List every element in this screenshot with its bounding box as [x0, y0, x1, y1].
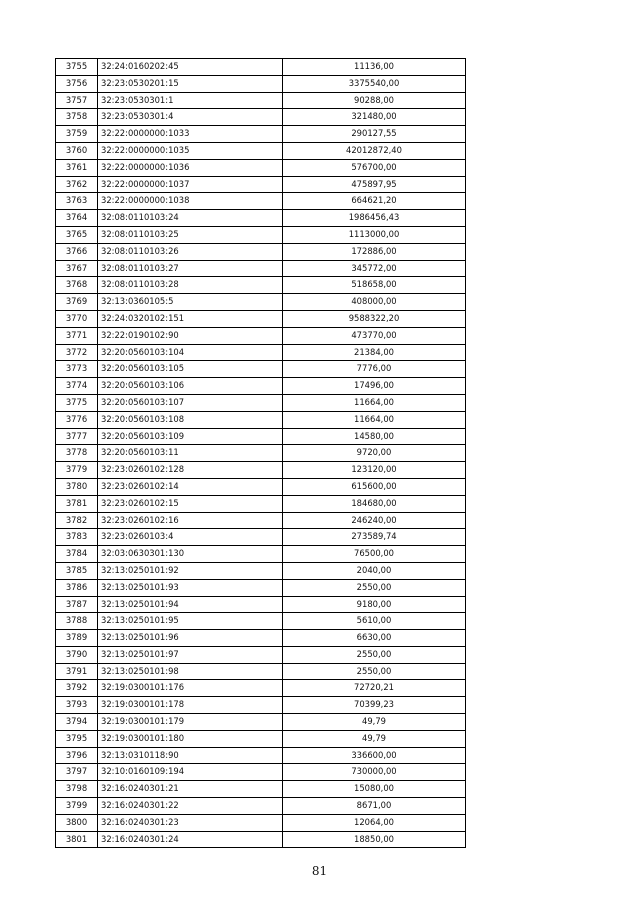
table-row: [56, 613, 466, 630]
row-number-cell: 3772: [56, 344, 98, 361]
row-number-cell: 3797: [56, 764, 98, 781]
row-number-cell: 3760: [56, 142, 98, 159]
value-cell: 18850,00: [283, 831, 466, 848]
table-row: [56, 445, 466, 462]
cadastre-value-table: [55, 58, 466, 848]
table-row: [56, 831, 466, 848]
cadastral-number-cell: 32:19:0300101:180: [98, 730, 283, 747]
value-cell: 123120,00: [283, 462, 466, 479]
table-row: [56, 277, 466, 294]
value-cell: 9720,00: [283, 445, 466, 462]
row-number-cell: 3789: [56, 630, 98, 647]
cadastral-number-cell: 32:13:0360105:5: [98, 294, 283, 311]
row-number-cell: 3786: [56, 579, 98, 596]
value-cell: 49,79: [283, 714, 466, 731]
cadastral-number-cell: 32:24:0320102:151: [98, 310, 283, 327]
cadastral-number-cell: 32:13:0310118:90: [98, 747, 283, 764]
row-number-cell: 3761: [56, 159, 98, 176]
cadastral-number-cell: 32:13:0250101:93: [98, 579, 283, 596]
page-number: 81: [311, 864, 328, 878]
table-row: [56, 361, 466, 378]
table-body: [56, 59, 466, 848]
table-row: [56, 327, 466, 344]
cadastral-number-cell: 32:22:0000000:1038: [98, 193, 283, 210]
value-cell: 9588322,20: [283, 310, 466, 327]
table-row: [56, 462, 466, 479]
value-cell: 336600,00: [283, 747, 466, 764]
cadastral-number-cell: 32:08:0110103:25: [98, 226, 283, 243]
row-number-cell: 3785: [56, 562, 98, 579]
row-number-cell: 3777: [56, 428, 98, 445]
value-cell: 11664,00: [283, 411, 466, 428]
cadastral-number-cell: 32:13:0250101:98: [98, 663, 283, 680]
value-cell: 5610,00: [283, 613, 466, 630]
row-number-cell: 3783: [56, 529, 98, 546]
value-cell: 6630,00: [283, 630, 466, 647]
row-number-cell: 3775: [56, 394, 98, 411]
value-cell: 76500,00: [283, 546, 466, 563]
cadastral-number-cell: 32:10:0160109:194: [98, 764, 283, 781]
value-cell: 321480,00: [283, 109, 466, 126]
table-row: [56, 92, 466, 109]
cadastral-number-cell: 32:23:0260102:16: [98, 512, 283, 529]
value-cell: 72720,21: [283, 680, 466, 697]
value-cell: 49,79: [283, 730, 466, 747]
cadastral-number-cell: 32:20:0560103:106: [98, 378, 283, 395]
row-number-cell: 3755: [56, 59, 98, 76]
row-number-cell: 3782: [56, 512, 98, 529]
row-number-cell: 3776: [56, 411, 98, 428]
table-row: [56, 697, 466, 714]
value-cell: 11664,00: [283, 394, 466, 411]
table-row: [56, 478, 466, 495]
value-cell: 2550,00: [283, 579, 466, 596]
cadastral-number-cell: 32:16:0240301:21: [98, 781, 283, 798]
cadastral-number-cell: 32:20:0560103:107: [98, 394, 283, 411]
row-number-cell: 3773: [56, 361, 98, 378]
row-number-cell: 3763: [56, 193, 98, 210]
cadastral-number-cell: 32:16:0240301:23: [98, 814, 283, 831]
cadastral-number-cell: 32:23:0530301:1: [98, 92, 283, 109]
row-number-cell: 3798: [56, 781, 98, 798]
row-number-cell: 3795: [56, 730, 98, 747]
cadastral-number-cell: 32:20:0560103:109: [98, 428, 283, 445]
value-cell: 473770,00: [283, 327, 466, 344]
cadastral-number-cell: 32:03:0630301:130: [98, 546, 283, 563]
row-number-cell: 3794: [56, 714, 98, 731]
table-row: [56, 344, 466, 361]
table-row: [56, 663, 466, 680]
table-row: [56, 798, 466, 815]
value-cell: 576700,00: [283, 159, 466, 176]
table-row: [56, 159, 466, 176]
table-row: [56, 193, 466, 210]
cadastral-number-cell: 32:22:0000000:1037: [98, 176, 283, 193]
row-number-cell: 3774: [56, 378, 98, 395]
table-row: [56, 394, 466, 411]
table-row: [56, 142, 466, 159]
table-row: [56, 814, 466, 831]
table-row: [56, 546, 466, 563]
value-cell: 14580,00: [283, 428, 466, 445]
row-number-cell: 3796: [56, 747, 98, 764]
table-row: [56, 596, 466, 613]
cadastral-number-cell: 32:23:0530201:15: [98, 75, 283, 92]
row-number-cell: 3767: [56, 260, 98, 277]
row-number-cell: 3790: [56, 646, 98, 663]
row-number-cell: 3769: [56, 294, 98, 311]
cadastral-number-cell: 32:23:0260102:15: [98, 495, 283, 512]
cadastral-number-cell: 32:20:0560103:104: [98, 344, 283, 361]
cadastral-number-cell: 32:13:0250101:94: [98, 596, 283, 613]
table-row: [56, 529, 466, 546]
table-row: [56, 176, 466, 193]
value-cell: 246240,00: [283, 512, 466, 529]
cadastral-number-cell: 32:08:0110103:28: [98, 277, 283, 294]
row-number-cell: 3771: [56, 327, 98, 344]
row-number-cell: 3766: [56, 243, 98, 260]
row-number-cell: 3758: [56, 109, 98, 126]
value-cell: 17496,00: [283, 378, 466, 395]
table-row: [56, 781, 466, 798]
cadastral-number-cell: 32:22:0000000:1033: [98, 126, 283, 143]
value-cell: 2040,00: [283, 562, 466, 579]
row-number-cell: 3784: [56, 546, 98, 563]
value-cell: 290127,55: [283, 126, 466, 143]
table-row: [56, 126, 466, 143]
value-cell: 518658,00: [283, 277, 466, 294]
table-row: [56, 260, 466, 277]
table-row: [56, 378, 466, 395]
table-row: [56, 764, 466, 781]
value-cell: 664621,20: [283, 193, 466, 210]
value-cell: 42012872,40: [283, 142, 466, 159]
cadastral-number-cell: 32:19:0300101:176: [98, 680, 283, 697]
value-cell: 408000,00: [283, 294, 466, 311]
cadastral-number-cell: 32:08:0110103:27: [98, 260, 283, 277]
row-number-cell: 3762: [56, 176, 98, 193]
value-cell: 11136,00: [283, 59, 466, 76]
row-number-cell: 3780: [56, 478, 98, 495]
table-row: [56, 579, 466, 596]
row-number-cell: 3756: [56, 75, 98, 92]
table-row: [56, 310, 466, 327]
table-row: [56, 512, 466, 529]
table-row: [56, 210, 466, 227]
value-cell: 345772,00: [283, 260, 466, 277]
table-row: [56, 411, 466, 428]
value-cell: 12064,00: [283, 814, 466, 831]
row-number-cell: 3770: [56, 310, 98, 327]
value-cell: 9180,00: [283, 596, 466, 613]
row-number-cell: 3781: [56, 495, 98, 512]
table-row: [56, 747, 466, 764]
cadastral-number-cell: 32:08:0110103:26: [98, 243, 283, 260]
row-number-cell: 3757: [56, 92, 98, 109]
table-row: [56, 109, 466, 126]
cadastral-number-cell: 32:23:0260102:14: [98, 478, 283, 495]
value-cell: 1986456,43: [283, 210, 466, 227]
cadastral-number-cell: 32:22:0000000:1036: [98, 159, 283, 176]
row-number-cell: 3768: [56, 277, 98, 294]
value-cell: 172886,00: [283, 243, 466, 260]
row-number-cell: 3793: [56, 697, 98, 714]
value-cell: 7776,00: [283, 361, 466, 378]
value-cell: 90288,00: [283, 92, 466, 109]
value-cell: 475897,95: [283, 176, 466, 193]
value-cell: 15080,00: [283, 781, 466, 798]
value-cell: 2550,00: [283, 646, 466, 663]
value-cell: 2550,00: [283, 663, 466, 680]
cadastral-number-cell: 32:16:0240301:22: [98, 798, 283, 815]
table-row: [56, 646, 466, 663]
row-number-cell: 3764: [56, 210, 98, 227]
cadastral-number-cell: 32:13:0250101:92: [98, 562, 283, 579]
table-row: [56, 714, 466, 731]
cadastral-number-cell: 32:13:0250101:96: [98, 630, 283, 647]
table-row: [56, 495, 466, 512]
cadastral-number-cell: 32:13:0250101:95: [98, 613, 283, 630]
cadastral-number-cell: 32:16:0240301:24: [98, 831, 283, 848]
cadastral-number-cell: 32:22:0000000:1035: [98, 142, 283, 159]
row-number-cell: 3791: [56, 663, 98, 680]
cadastral-number-cell: 32:20:0560103:105: [98, 361, 283, 378]
cadastral-number-cell: 32:24:0160202:45: [98, 59, 283, 76]
row-number-cell: 3792: [56, 680, 98, 697]
value-cell: 70399,23: [283, 697, 466, 714]
table-row: [56, 75, 466, 92]
row-number-cell: 3801: [56, 831, 98, 848]
cadastral-number-cell: 32:08:0110103:24: [98, 210, 283, 227]
value-cell: 1113000,00: [283, 226, 466, 243]
table-row: [56, 630, 466, 647]
row-number-cell: 3788: [56, 613, 98, 630]
cadastral-number-cell: 32:19:0300101:179: [98, 714, 283, 731]
table-row: [56, 680, 466, 697]
table-row: [56, 428, 466, 445]
table-row: [56, 294, 466, 311]
table-row: [56, 226, 466, 243]
row-number-cell: 3800: [56, 814, 98, 831]
value-cell: 21384,00: [283, 344, 466, 361]
row-number-cell: 3765: [56, 226, 98, 243]
cadastral-number-cell: 32:20:0560103:11: [98, 445, 283, 462]
row-number-cell: 3799: [56, 798, 98, 815]
value-cell: 184680,00: [283, 495, 466, 512]
cadastral-number-cell: 32:22:0190102:90: [98, 327, 283, 344]
table-row: [56, 243, 466, 260]
table-row: [56, 59, 466, 76]
row-number-cell: 3778: [56, 445, 98, 462]
cadastral-number-cell: 32:23:0260102:128: [98, 462, 283, 479]
value-cell: 730000,00: [283, 764, 466, 781]
cadastral-number-cell: 32:19:0300101:178: [98, 697, 283, 714]
cadastral-number-cell: 32:13:0250101:97: [98, 646, 283, 663]
row-number-cell: 3779: [56, 462, 98, 479]
table-row: [56, 562, 466, 579]
table-row: [56, 730, 466, 747]
value-cell: 8671,00: [283, 798, 466, 815]
value-cell: 273589,74: [283, 529, 466, 546]
row-number-cell: 3787: [56, 596, 98, 613]
value-cell: 615600,00: [283, 478, 466, 495]
row-number-cell: 3759: [56, 126, 98, 143]
cadastral-number-cell: 32:23:0260103:4: [98, 529, 283, 546]
cadastral-number-cell: 32:20:0560103:108: [98, 411, 283, 428]
value-cell: 3375540,00: [283, 75, 466, 92]
cadastral-number-cell: 32:23:0530301:4: [98, 109, 283, 126]
